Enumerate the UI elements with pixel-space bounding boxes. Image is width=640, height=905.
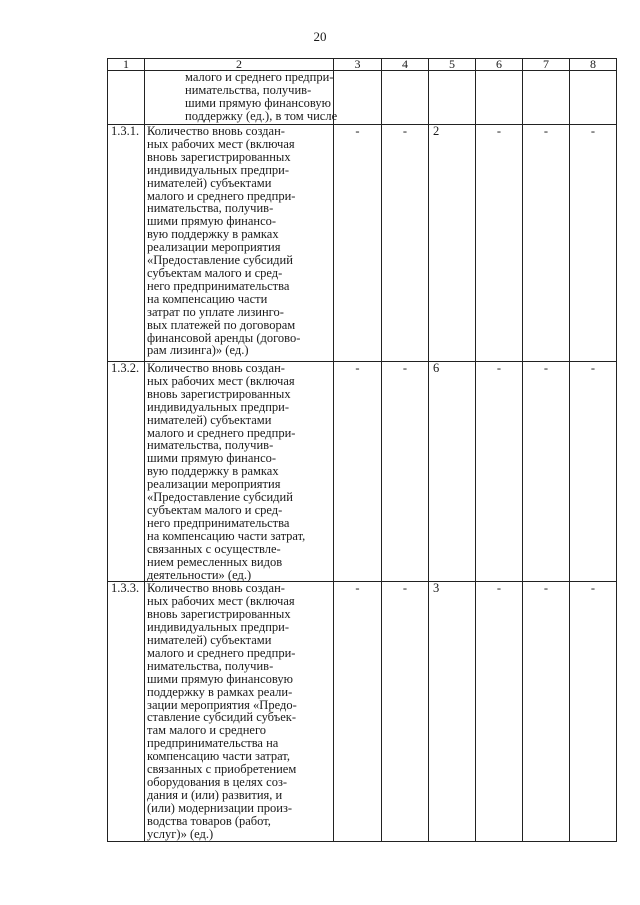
text-line: компенсацию части затрат, — [147, 749, 290, 764]
text-line: финансовой аренды (догово- — [147, 330, 301, 345]
continuation-num-cell — [108, 71, 145, 125]
value-col-4: - — [382, 125, 429, 362]
text-line: там малого и среднего — [147, 723, 267, 738]
text-line: «Предоставление субсидий — [147, 490, 293, 505]
text-line: связанных с приобретением — [147, 762, 297, 777]
text-line: шими прямую финансо- — [147, 451, 277, 466]
header-cell-7: 7 — [523, 59, 570, 71]
value-col-8: - — [570, 125, 617, 362]
text-line: связанных с осуществле- — [147, 541, 281, 556]
text-line: ных рабочих мест (включая — [147, 373, 295, 388]
continuation-text — [145, 70, 338, 125]
text-line: вновь зарегистрированных — [147, 386, 291, 401]
text-line: нимательства, получив- — [185, 82, 312, 97]
value-col-8: - — [570, 362, 617, 582]
table-row — [108, 362, 617, 582]
text-line: оборудования в целях соз- — [147, 775, 288, 789]
row-number: 1.3.3. — [108, 582, 145, 841]
header-cell-6: 6 — [476, 59, 523, 71]
value-col-5: 3 — [429, 582, 476, 841]
text-line: реализации мероприятия — [147, 477, 281, 492]
text-line: (или) модернизации произ- — [147, 800, 293, 815]
text-line: рам лизинга)» (ед.) — [147, 343, 249, 358]
text-line: малого и среднего предпри- — [185, 70, 334, 84]
value-col-5: 2 — [429, 125, 476, 362]
text-line: нимательства, получив- — [147, 201, 274, 216]
text-line: индивидуальных предпри- — [147, 620, 289, 635]
row-description — [145, 582, 334, 841]
text-line: реализации мероприятия — [147, 240, 281, 255]
value-col-4: - — [382, 582, 429, 841]
continuation-row — [108, 71, 617, 125]
text-line: нием ремесленных видов — [147, 554, 283, 569]
text-line: шими прямую финансовую — [185, 95, 331, 110]
text-line: на компенсацию части затрат, — [147, 528, 306, 543]
text-line: вых платежей по договорам — [147, 317, 296, 332]
row-description — [145, 362, 334, 582]
header-cell-5: 5 — [429, 59, 476, 71]
text-line: нимателей) субъектами — [147, 412, 272, 427]
text-line: индивидуальных предпри- — [147, 162, 289, 177]
text-line: шими прямую финансо- — [147, 214, 277, 229]
text-line: поддержку (ед.), в том числе — [185, 108, 338, 123]
row-number: 1.3.2. — [108, 362, 145, 582]
continuation-cell-8 — [570, 71, 617, 125]
header-cell-1: 1 — [108, 59, 145, 71]
text-line: на компенсацию части — [147, 291, 268, 306]
text-line: Количество вновь создан- — [147, 124, 285, 138]
text-line: нимателей) субъектами — [147, 633, 272, 648]
text-line: дания и (или) развития, и — [147, 787, 283, 802]
text-line: малого и среднего предпри- — [147, 645, 296, 660]
value-col-7: - — [523, 362, 570, 582]
text-line: нимательства, получив- — [147, 438, 274, 453]
text-line: нимателей) субъектами — [147, 175, 272, 190]
text-line: шими прямую финансовую — [147, 671, 293, 686]
table-row — [108, 582, 617, 841]
value-col-4: - — [382, 362, 429, 582]
text-line: деятельности» (ед.) — [147, 567, 252, 582]
text-line: субъектам малого и сред- — [147, 265, 283, 280]
text-line: субъектам малого и сред- — [147, 502, 283, 517]
continuation-cell-5 — [429, 71, 476, 125]
text-line: Количество вновь создан- — [147, 581, 285, 596]
text-line: вновь зарегистрированных — [147, 607, 291, 622]
value-col-5: 6 — [429, 362, 476, 582]
continuation-cell-7 — [523, 71, 570, 125]
continuation-cell-6 — [476, 71, 523, 125]
text-line: «Предоставление субсидий — [147, 253, 293, 268]
table-row — [108, 125, 617, 362]
value-col-8: - — [570, 582, 617, 841]
header-row — [108, 59, 617, 71]
text-line: малого и среднего предпри- — [147, 425, 296, 440]
value-col-6: - — [476, 582, 523, 841]
value-col-3: - — [334, 125, 382, 362]
text-line: нимательства, получив- — [147, 658, 274, 673]
row-description — [145, 125, 334, 362]
page-number: 20 — [313, 29, 327, 44]
text-line: предпринимательства на — [147, 736, 279, 751]
text-line: малого и среднего предпри- — [147, 188, 296, 203]
text-line: поддержку в рамках реали- — [147, 684, 293, 699]
text-line: ных рабочих мест (включая — [147, 594, 295, 609]
indicators-table — [107, 58, 617, 842]
text-line: вую поддержку в рамках — [147, 464, 279, 479]
continuation-cell-3 — [334, 71, 382, 125]
header-cell-8: 8 — [570, 59, 617, 71]
text-line: ных рабочих мест (включая — [147, 136, 295, 151]
continuation-cell-4 — [382, 71, 429, 125]
text-line: индивидуальных предпри- — [147, 399, 289, 414]
text-line: вновь зарегистрированных — [147, 149, 291, 164]
header-cell-3: 3 — [334, 59, 382, 71]
text-line: ставление субсидий субъек- — [147, 710, 296, 725]
value-col-3: - — [334, 362, 382, 582]
text-line: него предпринимательства — [147, 515, 290, 530]
text-line: затрат по уплате лизинго- — [147, 304, 284, 319]
text-line: услуг)» (ед.) — [147, 826, 214, 841]
value-col-3: - — [334, 582, 382, 841]
header-cell-4: 4 — [382, 59, 429, 71]
text-line: вую поддержку в рамках — [147, 227, 279, 242]
text-line: него предпринимательства — [147, 278, 290, 293]
header-cell-2: 2 — [145, 59, 334, 71]
text-line: Количество вновь создан- — [147, 361, 285, 375]
value-col-7: - — [523, 582, 570, 841]
row-number: 1.3.1. — [108, 125, 145, 362]
text-line: водства товаров (работ, — [147, 813, 271, 828]
value-col-7: - — [523, 125, 570, 362]
value-col-6: - — [476, 125, 523, 362]
text-line: зации мероприятия «Предо- — [147, 697, 297, 712]
value-col-6: - — [476, 362, 523, 582]
